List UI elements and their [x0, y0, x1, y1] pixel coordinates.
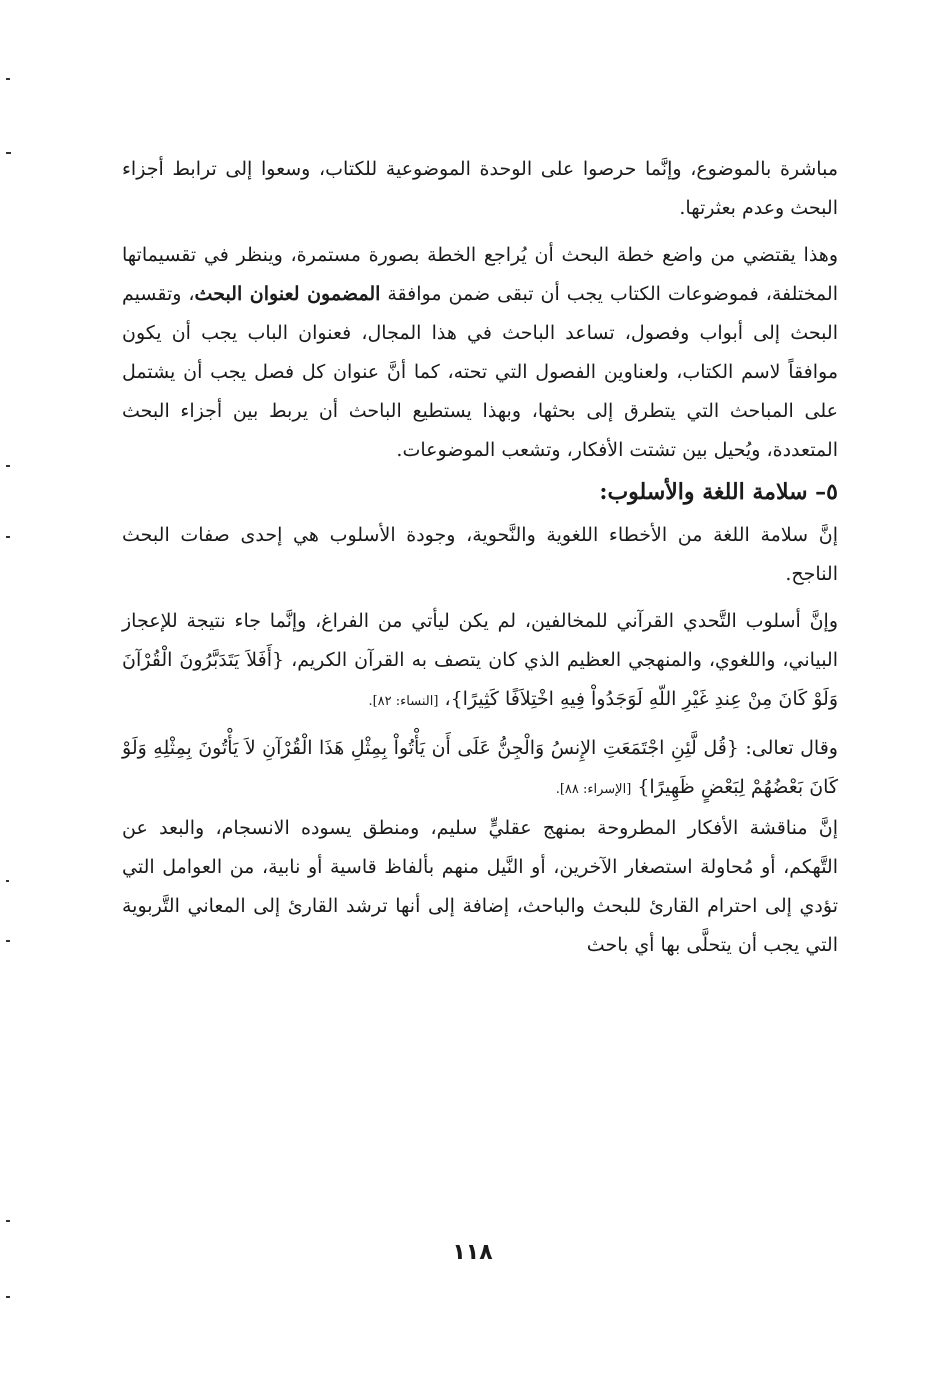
paragraph-4-start: وإنَّ أسلوب التَّحدي القرآني للمخالفين، لم يكن ليأتي من الفراغ، وإنَّما جاء نتيجة للإعجاز البياني، واللغوي، والمنهجي العظيم الذي كان يتصف به القرآن الكريم، — [122, 610, 838, 671]
paragraph-2-end: ، وتقسيم البحث إلى أبواب وفصول، تساعد الباحث في هذا المجال، فعنوان الباب يجب أن يكون موافقاً لاسم الكتاب، ولعناوين الفصول التي تحته، كما أنَّ عنوان كل فصل يجب أن يشتمل على المباحث التي يتطرق إلى بحثها، وبهذا يستطيع الباحث أن يربط بين أجزاء البحث المتعددة، ويُحيل بين تشتت الأفكار، وتشعب الموضوعات. — [122, 283, 838, 461]
scan-edge-mark — [6, 78, 10, 80]
verse-reference-1: [النساء: ٨٢]. — [368, 694, 439, 709]
scan-edge-mark — [6, 536, 10, 538]
paragraph-5 — [122, 729, 838, 809]
section-heading: ٥– سلامة اللغة والأسلوب: — [599, 479, 838, 505]
verse-reference-2: [الإسراء: ٨٨]. — [555, 782, 632, 797]
paragraph-2-bold: المضمون لعنوان البحث — [194, 283, 381, 305]
page-number: ١١٨ — [452, 1240, 493, 1265]
scan-edge-mark — [6, 940, 10, 942]
scan-edge-mark — [6, 1296, 10, 1298]
paragraph-1-text: مباشرة بالموضوع، وإنَّما حرصوا على الوحدة الموضوعية للكتاب، وسعوا إلى ترابط أجزاء البحث وعدم بعثرتها. — [122, 158, 838, 219]
paragraph-6 — [122, 809, 838, 965]
paragraph-3 — [122, 516, 838, 594]
paragraph-5-start: وقال تعالى: — [745, 737, 838, 759]
paragraph-3-text: إنَّ سلامة اللغة من الأخطاء اللغوية والنَّحوية، وجودة الأسلوب هي إحدى صفات البحث الناجح. — [122, 524, 838, 585]
document-body — [122, 150, 838, 965]
scan-edge-mark — [6, 152, 11, 154]
scan-edge-mark — [6, 1220, 10, 1222]
scan-edge-mark — [6, 465, 10, 467]
paragraph-6-text: إنَّ مناقشة الأفكار المطروحة بمنهج عقليٍّ سليم، ومنطق يسوده الانسجام، والبعد عن التَّهكم، أو مُحاولة استصغار الآخرين، أو النَّيل منهم بألفاظ قاسية أو نابية، من العوامل التي تؤدي إلى احترام القارئ للبحث والباحث، إضافة إلى أنها ترشد القارئ إلى المعاني التَّربوية التي يجب أن يتحلَّى بها أي باحث — [122, 817, 838, 956]
paragraph-4 — [122, 602, 838, 721]
paragraph-2-start: وهذا يقتضي من واضع خطة البحث أن يُراجع الخطة بصورة مستمرة، وينظر في تقسيماتها المختلفة، فموضوعات الكتاب يجب أن تبقى ضمن موافقة — [122, 244, 838, 305]
scan-edge-mark — [6, 880, 9, 882]
quran-verse-1: {أَفَلاَ يَتَدَبَّرُونَ الْقُرْآنَ وَلَوْ كَانَ مِنْ عِندِ غَيْرِ اللّهِ لَوَجَدُواْ فِيهِ اخْتِلاَفًا كَثِيرًا}، — [122, 649, 838, 710]
paragraph-2 — [122, 236, 838, 470]
quran-verse-2: {قُل لَّئِنِ اجْتَمَعَتِ الإِنسُ وَالْجِنُّ عَلَى أَن يَأْتُواْ بِمِثْلِ هَذَا الْقُرْآنِ لاَ يَأْتُونَ بِمِثْلِهِ وَلَوْ كَانَ بَعْضُهُمْ لِبَعْضٍ ظَهِيرًا} — [122, 737, 838, 798]
paragraph-1 — [122, 150, 838, 228]
